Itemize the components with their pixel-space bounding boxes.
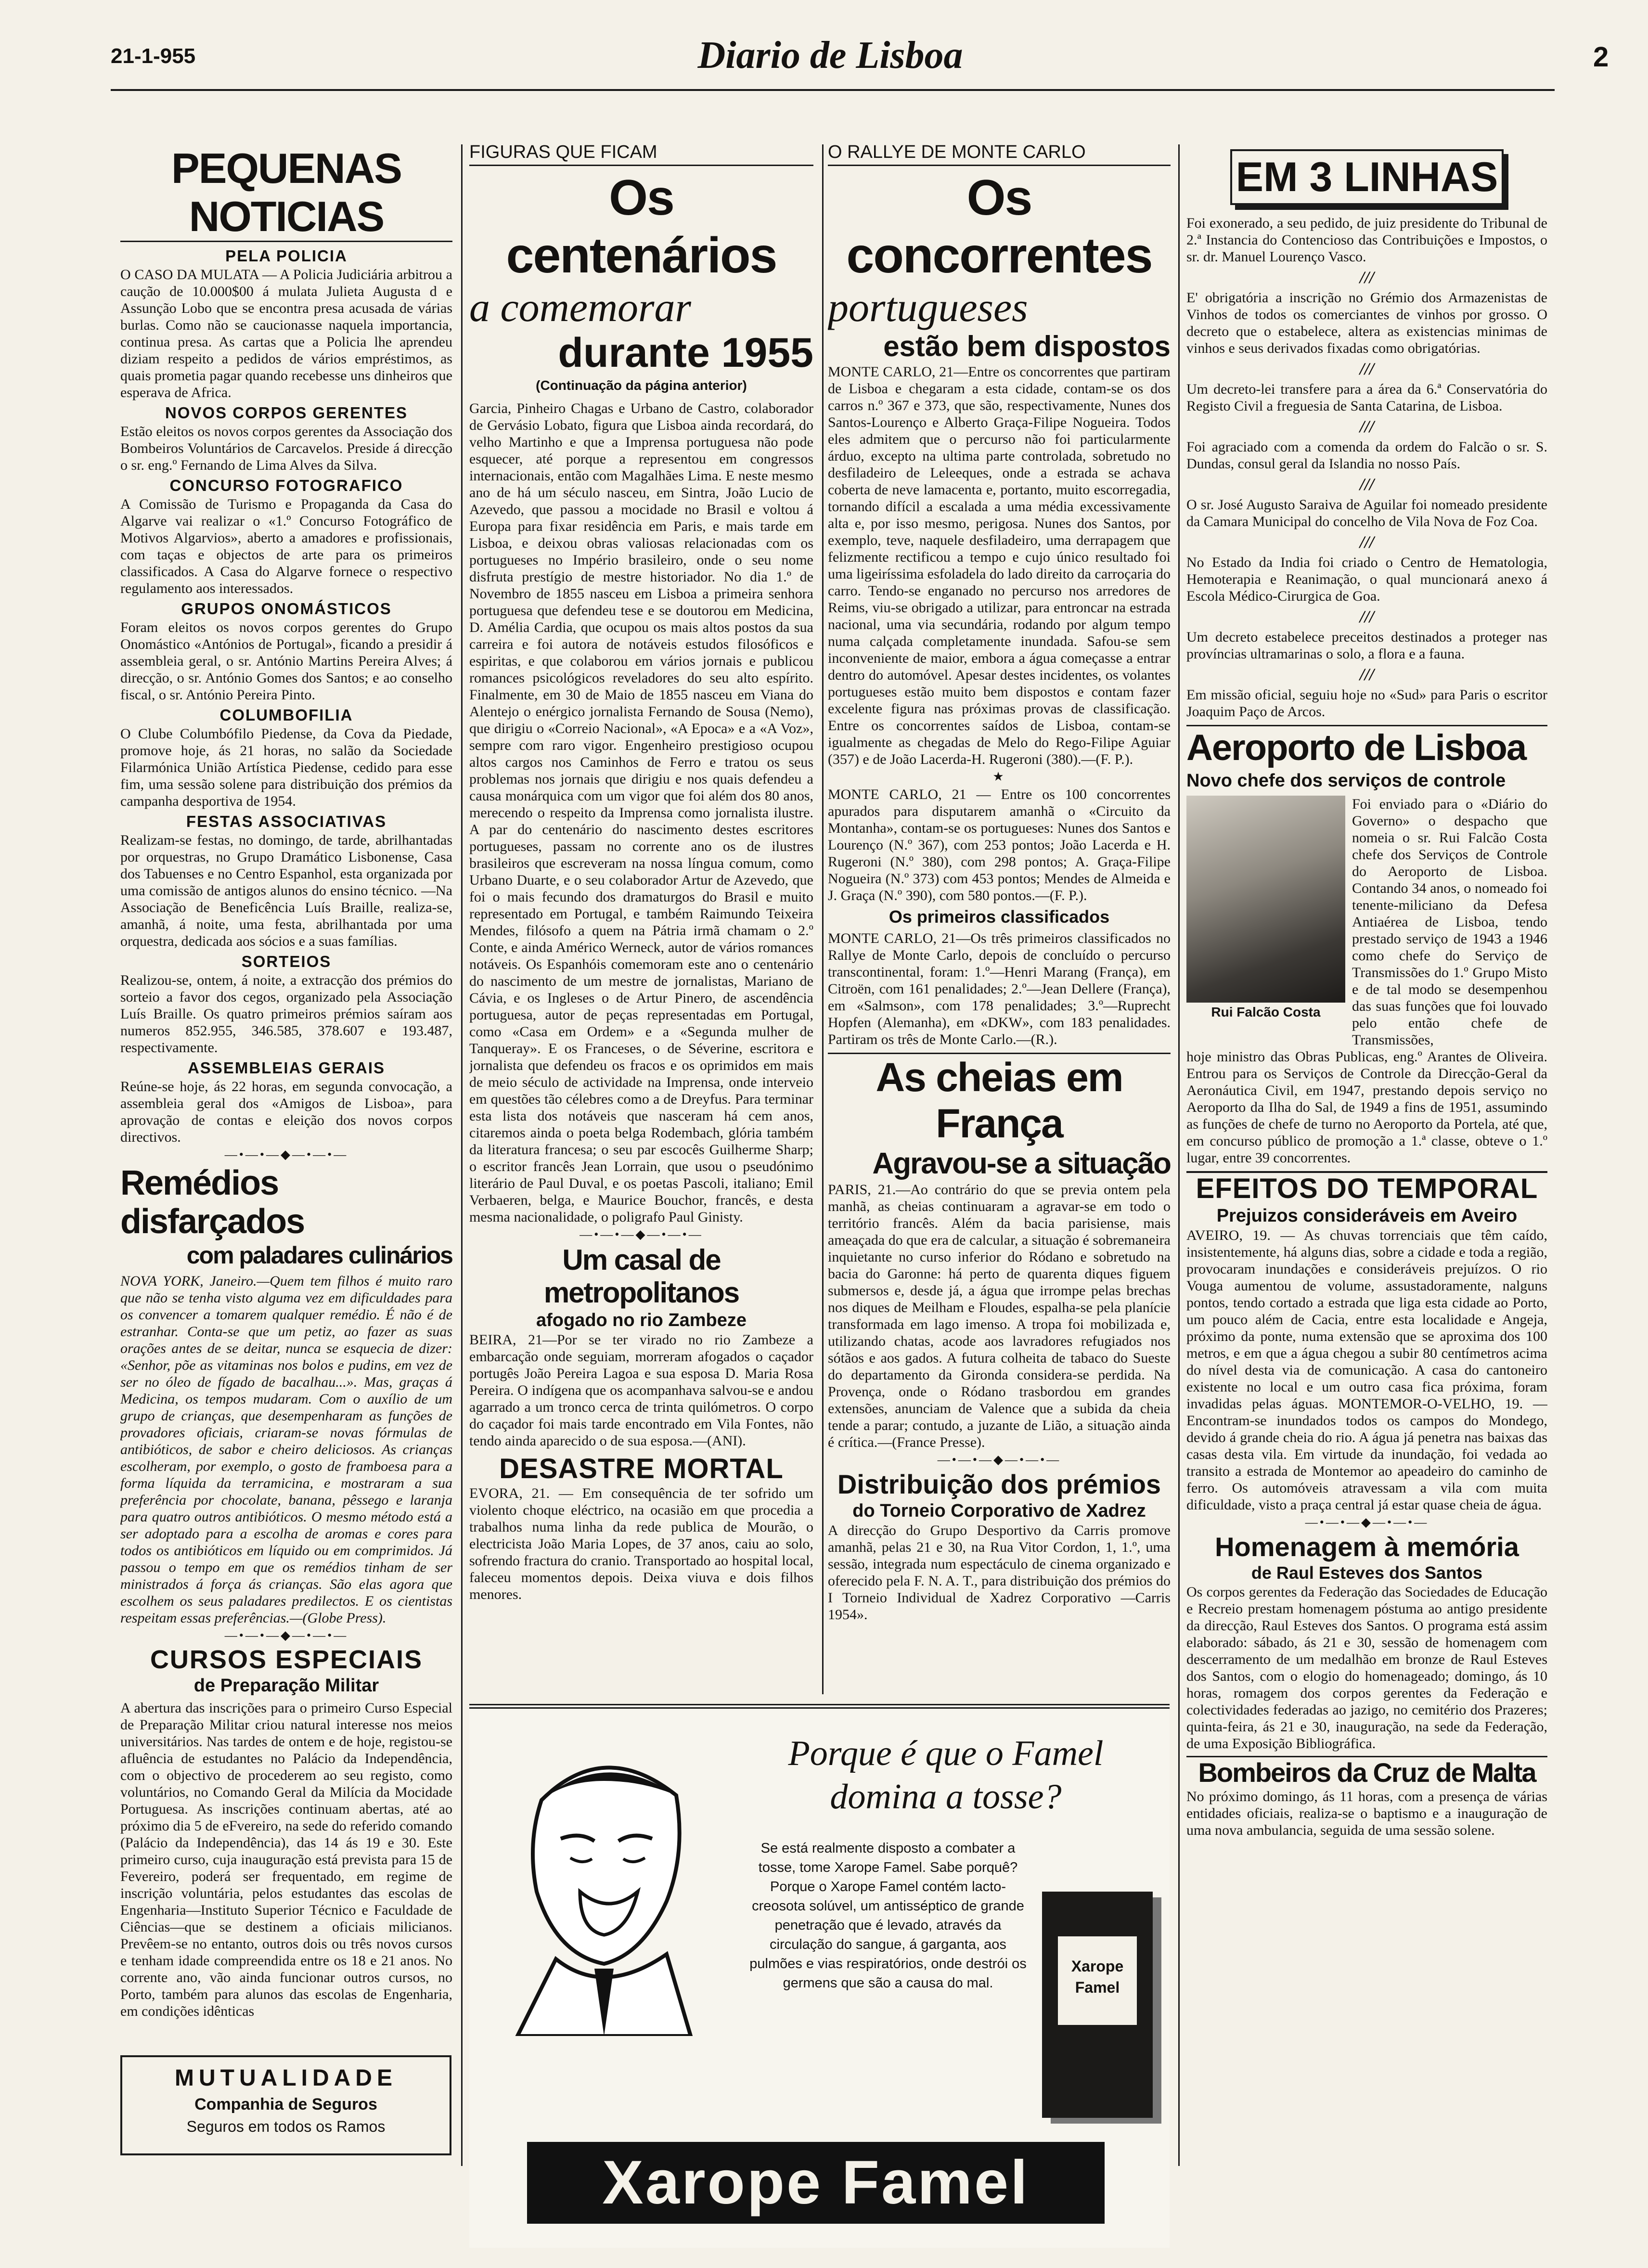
headline-casal: Um casal de metropolitanos (543, 1244, 739, 1309)
brief-item: Foi exonerado, a seu pedido, de juiz presidente do Tribunal de 2.ª Instancia do Contencioso das Contribuições e Impostos, o sr. dr. Manuel Lourenço Vasco. (1186, 215, 1547, 265)
ad-tagline: Seguros em todos os Ramos (186, 2118, 386, 2135)
headline-cheias: As cheias em França (828, 1053, 1171, 1147)
article-text: Garcia, Pinheiro Chagas e Urbano de Castro, colaborador de Gervásio Lobato, figura que Lisboa ainda recordará, do velho Martinho e que a Imprensa portuguesa não pode esquecer, até porque a representou em congressos internacionais, então com Magalhães Lima. E neste mesmo ano de há um século nasceu, em Sintra, João Lucio de Azevedo, que passou a mocidade no Brasil e voltou á Europa para fixar residência em Paris, e mais tarde em Lisboa, e deixou obras valiosas relacionadas com os portugueses no Império brasileiro, onde o seu nome disfruta prestígio de mestre historiador. No dia 1.º de Novembro de 1855 nasceu em Lisboa a primeira senhora portuguesa que defendeu tese e se doutorou em Medicina, D. Amélia Cardia, que ocupou os mais altos postos da sua carreira e foi autora de notáveis estudos filosóficos e espiritas, e que colaborou em vários jornais e publicou romances psicológicos reveladores do seu alto espírito. Finalmente, em 30 de Maio de 1855 nasceu em Viana do Alentejo o enérgico jornalista Fernando de Sousa (Nemo), que dirigiu o «Correio Nacional», «A Epoca» e a «A Voz», sempre com raro vigor. Engenheiro prestigioso ocupou altos cargos nos Caminhos de Ferro e tratou os seus problemas nos jornais que dirigiu e nos quais defendeu a causa monárquica com um vigor que foi além dos 80 anos, merecendo o respeito da Imprensa como jornalista ilustre. A par do centenário do nascimento destes escritores portugueses, passam no corrente ano os de ilustres brasileiros que escreveram na nossa língua comum, como Urbano Duarte, e o seu colaborador Artur de Azevedo, que foi o mais fecundo dos dramaturgos do Brasil e muito representado em Portugal, e também Raimundo Teixeira Mendes, filósofo a quem na Pátria irmã chamam o 2.º Conte, e ainda Américo Werneck, autor de vários romances notáveis. Os Espanhóis comemoram este ano o centenário do nascimento de um mestre de jornalistas, Mariano de Cávia, e os Ingleses o de Artur Pinero, de ascendência portuguesa, autor de peças representadas em Portugal, como «Casa em Ordem» e a «Segunda mulher de Tanqueray». E os Franceses, o de Séverine, escritora e jornalista que defendeu os fracos e os oprimidos em mais de meio século de actividade na Imprensa, onde interveio em questões tão célebres como a de Dreyfus. Para terminar esta lista dos notáveis que nasceram há cem anos, citaremos ainda o poeta belga Rodembach, glória também da literatura francesa; o seu par escocês Guilherme Sharp; o escritor francês Jean Lorrain, que usou o pseudónimo literário de Paul Duval, e os poetas Pascoli, italiano; Emil Verbaeren, belga, e Maurice Bouchor, francês, e desta mesma nacionalidade, o poligrafo Paul Ginisty. (469, 400, 813, 1225)
headline-cursos: CURSOS ESPECIAIS (150, 1645, 423, 1674)
headline-remedios: Remédios disfarçados (120, 1164, 305, 1241)
ornament-divider: —•—•—◆—•—•— (1305, 1515, 1429, 1529)
article-text: Estão eleitos os novos corpos gerentes da Associação dos Bombeiros Voluntários de Carcavelos. Preside á direcção o sr. eng.º Fernando de Lima Alves da Silva. (120, 424, 452, 473)
section-kicker: O RALLYE DE MONTE CARLO (828, 142, 1171, 166)
article-text: Foi enviado para o «Diário do Governo» o despacho que nomeia o sr. Rui Falcão Costa chefe dos Serviços de Controle do Aeroporto de Lisboa. Contando 34 anos, o nomeado foi tenente-miliciano da Defesa Antiaérea de Lisboa, tendo prestado serviço de 1943 a 1946 como chefe do Serviço de Transmissões do 1.º Grupo Misto e de tal modo se desempenhou das suas funções que foi louvado pelo então chefe de Transmissões, (1352, 796, 1547, 1048)
newspaper-masthead: Diario de Lisboa (697, 34, 963, 77)
page-number: 2 (1593, 41, 1609, 73)
subhead-festas: FESTAS ASSOCIATIVAS (186, 812, 387, 830)
article-text: hoje ministro das Obras Publicas, eng.º Arantes de Oliveira. Entrou para os Serviços de Controle da Direcção-Geral da Aeronáutica Civil, em 1947, prestando depois serviço no Aeroporto da Ilha do Sal, de 1949 a fins de 1951, assumindo as funções de chefe de turno no Aeroporto da Portela, até que, em concurso público de promoção a 1.ª classe, obteve o 1.º lugar, entre 39 concorrentes. (1186, 1049, 1547, 1166)
ornament-divider: —•—•—◆—•—•— (579, 1227, 703, 1241)
headline-comemorar: a comemorar (469, 284, 691, 330)
brief-item: Um decreto-lei transfere para a área da 6.ª Conservatória do Registo Civil a freguesia de Santa Catarina, de Lisboa. (1186, 381, 1547, 414)
article-text: Os corpos gerentes da Federação das Sociedades de Educação e Recreio prestam homenagem póstuma ao antigo presidente da direcção, Raul Esteves dos Santos. O programa está assim elaborado: sábado, ás 21 e 30, sessão de homenagem com descerramento de um medalhão em bronze de Raul Esteves dos Santos, com o elogio do homenageado; domingo, ás 10 horas, romagem dos corpos gerentes da Federação e colectividades federadas ao jazigo, no cemitério dos Prazeres; quinta-feira, ás 21 e 30, inauguração, na sede da Federação, de uma Exposição Bibliográfica. (1186, 1584, 1547, 1752)
headline-desastre: DESASTRE MORTAL (499, 1453, 784, 1484)
section-title: EM 3 LINHAS (1236, 154, 1498, 200)
ad-company-type: Companhia de Seguros (194, 2095, 377, 2113)
article-text: No próximo domingo, ás 11 horas, com a presença de várias entidades oficiais, realiza-se o baptismo e a inauguração de uma nova ambulancia, seguida de uma sessão solene. (1186, 1789, 1547, 1838)
portrait-caption: Rui Falcão Costa (1211, 1005, 1321, 1019)
syrup-bottle (1042, 1892, 1153, 2118)
column-divider (822, 144, 824, 1694)
article-text: MONTE CARLO, 21—Os três primeiros classificados no Rallye de Monte Carlo, depois de concluído o percurso transcontinental, foram: 1.º—Henri Marang (França), em Citroën, com 161 penalidades; 2.º—Jean Dellere (França), em «Salmson», com 178 penalidades; 3.º—Ruprecht Hopfen (Alemanha), em «DKW», com 183 penalidades. Partiram os três de Monte Carlo.—(R.). (828, 930, 1171, 1047)
headline-centenarios: Os centenários (506, 170, 777, 284)
headline-concorrentes: Os concorrentes (846, 170, 1152, 284)
article-text: Realizam-se festas, no domingo, de tarde, abrilhantadas por orquestras, no Grupo Dramático Lisbonense, Casa dos Tabuenses e no Centro Espanhol, esta organizada por uma comissão de antigos alunos do ensino técnico. —Na Associação de Beneficência Luís Braille, realiza-se, amanhã, á noite, uma festa, abrilhantada por uma orquestra, dedicada aos sócios e a suas famílias. (120, 832, 452, 949)
ornament-divider: —•—•—◆—•—•— (224, 1628, 348, 1642)
subhead-onomasticos: GRUPOS ONOMÁSTICOS (181, 600, 392, 618)
headline-bombeiros: Bombeiros da Cruz de Malta (1186, 1756, 1547, 1788)
brief-item: Um decreto estabelece preceitos destinados a proteger nas províncias ultramarinas o solo, a flora e a fauna. (1186, 629, 1547, 662)
article-text: A abertura das inscrições para o primeiro Curso Especial de Preparação Militar criou natural interesse nos meios universitários. Nas tardes de ontem e de hoje, registou-se afluência de estudantes no Palácio da Independência, com o objectivo de procederem ao seu registo, como voluntários, no Comando Geral da Milícia da Mocidade Portuguesa. As inscrições continuam abertas, até ao próximo dia 5 de eFvereiro, na sede do referido comando (Palácio da Independência), das 14 ás 19 e 30. Este primeiro curso, cuja inauguração está prevista para 15 de Fevereiro, poderá ser frequentado, em regime de inscrição voluntária, pelos estudantes das escolas de Engenharia—Instituto Superior Técnico e Faculdade de Ciências—que se destinem a oficiais milicianos. Prevêem-se no entanto, outros dois ou três novos cursos e tenham idade compreendida entre os 18 e 21 anos. No corrente ano, vão ainda funcionar outros cursos, no Porto, também para alunos das escolas de Engenharia, em condições idênticas (120, 1700, 452, 2019)
ad-headline-line2: domina a tosse? (830, 1777, 1062, 1817)
subheadline-aeroporto: Novo chefe dos serviços de controle (1186, 771, 1506, 791)
portrait-figure (1186, 796, 1345, 1048)
headline-temporal: EFEITOS DO TEMPORAL (1186, 1171, 1547, 1205)
article-text: MONTE CARLO, 21 — Entre os 100 concorrentes apurados para disputarem amanhã o «Circuito da Montanha», contam-se os portugueses: Nunes dos Santos e Lourenço (N.º 367), com 253 pontos; João Lacerda e H. Rugeroni (N.º 380), com 298 pontos; A. Graça-Filipe Nogueira (N.º 373) com 453 pontos; Mendes de Almeida e J. Graça (N.º 390), com 580 pontos.—(F. P.). (828, 786, 1171, 903)
article-text: A Comissão de Turismo e Propaganda da Casa do Algarve vai realizar o «1.º Concurso Fotográfico de Motivos Algarvios», aberto a amadores e profissionais, com taças e objectos de arte para os primeiros classificados. A Casa do Algarve fornece o respectivo regulamento aos interessados. (120, 496, 452, 596)
article-text: AVEIRO, 19. — As chuvas torrenciais que têm caído, insistentemente, há alguns dias, sobre a cidade e toda a região, provocaram inundações e consideráveis prejuízos. O rio Vouga aumentou de volume, assustadoramente, nalguns pontos, tendo cortado a estrada que liga esta cidade ao Porto, um pouco além de Cacia, entre esta localidade e Angeja, próximo da ponte, numa extensão que se aproxima dos 100 metros, e em que a água chegou a subir 80 centímetros acima do nível desta via de comunicação. A casa do cantoneiro existente no local e um outro casa fica próxima, foram invadidas pelas águas. MONTEMOR-O-VELHO, 19. — Encontram-se inundados todos os campos do Mondego, devido á grande cheia do rio. A água já penetra nas baixas das casas desta vila. Em virtude da inundação, foi vedada ao transito a estrada de Montemor ao apeadeiro do caminho de ferro. Os automóveis atravessam a vila com muita dificuldade, visto a praça central já estar quase cheia de água. (1186, 1227, 1547, 1513)
column-em-3-linhas (1186, 144, 1547, 2257)
slash-separator: /// (1359, 359, 1374, 378)
brief-item: O sr. José Augusto Saraiva de Aguilar foi nomeado presidente da Camara Municipal do concelho de Vila Nova de Foz Coa. (1186, 497, 1547, 529)
continuation-note: (Continuação da página anterior) (536, 378, 747, 393)
article-text: EVORA, 21. — Em consequência de ter sofrido um violento choque eléctrico, na ocasião em que procedia a trabalhos numa linha da rede publica de Mourão, o electricista João Maria Lopes, de 37 anos, caiu ao solo, sofrendo fractura do cranio. Transportado ao hospital local, faleceu momentos depois. Deixa viuva e dois filhos menores. (469, 1485, 813, 1602)
subhead-sorteios: SORTEIOS (241, 953, 332, 970)
headline-1955: durante 1955 (558, 330, 813, 376)
section-kicker: FIGURAS QUE FICAM (469, 142, 813, 166)
column-rallye (828, 142, 1171, 1701)
brief-item: Foi agraciado com a comenda da ordem do Falcão o sr. S. Dundas, consul geral da Islandia no nosso País. (1186, 439, 1547, 472)
subhead-assembleias: ASSEMBLEIAS GERAIS (187, 1059, 386, 1077)
xarope-famel-ad (469, 1704, 1170, 2248)
subheadline-cursos: de Preparação Militar (193, 1675, 379, 1696)
bottle-label: Xarope Famel (1056, 1935, 1138, 2026)
headline-aeroporto: Aeroporto de Lisboa (1186, 725, 1547, 770)
article-text: A direcção do Grupo Desportivo da Carris promove amanhã, pelas 21 e 30, na Rua Vitor Cordon, 1, 1.º, uma sessão, integrada num espectáculo de cinema organizado e oferecido pela F. N. A. T., para distribuição dos prémios do I Torneio Individual de Xadrez Corporativo —Carris 1954». (828, 1522, 1171, 1623)
article-text: Foram eleitos os novos corpos gerentes do Grupo Onomástico «Antónios de Portugal», ficando a presidir á assembleia geral, o sr. António Martins Pereira Alves; á direcção, o sr. António Gomes dos Santos; e ao conselho fiscal, o sr. António Pereira Pinto. (120, 619, 452, 703)
section-title: PEQUENAS NOTICIAS (120, 144, 452, 242)
headline-dispostos: estão bem dispostos (883, 330, 1171, 362)
issue-date: 21-1-955 (111, 44, 196, 68)
brief-item: No Estado da India foi criado o Centro de Hematologia, Hemoterapia e Reanimação, o qual muncionará anexo á Escola Médico-Cirurgica de Goa. (1186, 554, 1547, 604)
article-text: O Clube Columbófilo Piedense, da Cova da Piedade, promove hoje, ás 21 horas, no salão da Sociedade Filarmónica União Artística Piedense, cedido para esse fim, uma sessão solene para distribuição dos prémios da campanha desportiva de 1954. (120, 726, 452, 809)
subheadline-xadrez: do Torneio Corporativo de Xadrez (852, 1501, 1146, 1521)
ornament-divider: —•—•—◆—•—•— (224, 1147, 348, 1161)
subhead-corpos: NOVOS CORPOS GERENTES (165, 404, 408, 422)
subheadline-cheias: Agravou-se a situação (872, 1147, 1171, 1180)
slash-separator: /// (1359, 417, 1374, 436)
coughing-man-illustration (484, 1728, 724, 2036)
subheadline-casal: afogado no rio Zambeze (536, 1310, 747, 1330)
column-pequenas-noticias (120, 144, 452, 2257)
headline-xadrez: Distribuição dos prémios (837, 1469, 1161, 1499)
article-text: Realizou-se, ontem, á noite, a extracção dos prémios do sorteio a favor dos cegos, organizado pela Associação Luís Braille. Os quatro primeiros prémios saíram aos numeros 852.955, 346.585, 378.607 e 193.487, respectivamente. (120, 972, 452, 1056)
slash-separator: /// (1359, 268, 1374, 287)
article-text: Reúne-se hoje, ás 22 horas, em segunda convocação, a assembleia geral dos «Amigos de Lisboa», para aprovação de contas e eleição dos novos corpos directivos. (120, 1079, 452, 1145)
headline-portugueses: portugueses (828, 284, 1028, 330)
mutualidade-ad (120, 2055, 451, 2155)
star-divider: ★ (992, 770, 1006, 784)
em-3-linhas-box (1230, 149, 1504, 205)
article-text: BEIRA, 21—Por se ter virado no rio Zambeze a embarcação onde seguiam, morreram afogados o caçador portugês João Pereira Lagoa e sua esposa D. Maria Rosa Pereira. O indígena que os acompanhava salvou-se e andou agarrado a um tronco cerca de trinta quilómetros. O corpo do caçador foi mais tarde encontrado em Vila Fontes, não tendo ainda aparecido o de sua esposa.—(ANI). (469, 1332, 813, 1449)
column-figuras (469, 142, 813, 1701)
aeroporto-photo-row (1186, 796, 1547, 1048)
brief-item: Em missão oficial, seguiu hoje no «Sud» para Paris o escritor Joaquim Paço de Arcos. (1186, 687, 1547, 720)
portrait-photo (1186, 796, 1345, 1003)
column-divider (1178, 144, 1180, 2166)
headline-homenagem: Homenagem à memória (1215, 1532, 1519, 1562)
slash-separator: /// (1359, 475, 1374, 494)
subhead-policia: PELA POLICIA (225, 247, 348, 265)
ad-body-text: Se está realmente disposto a combater a tosse, tome Xarope Famel. Sabe porquê? Porque o Xarope Famel contém lacto-creosota solúvel, um antisséptico de grande penetração que é levado, através da circulação do sangue, á garganta, aos pulmões e vias respiratórios, onde destrói os germens que são a causa do mal. (749, 1841, 1027, 1991)
article-text: NOVA YORK, Janeiro.—Quem tem filhos é muito raro que não se tenha visto alguma vez em dificuldades para os convencer a tomarem qualquer remédio. É não é de estranhar. Conta-se que um petiz, ao fazer as suas orações antes de se deitar, nunca se esquecia de dizer: «Senhor, põe as vitaminas nos bolos e pudins, em vez de ser no óleo de fígado de bacalhau...». Mas, graças á Medicina, os tempos mudaram. Com o auxílio de um grupo de crianças, que desempenharam as funções de provadores oficiais, criaram-se novas fórmulas de antibióticos, de sabor e cheiro deliciosos. As crianças escolheram, por exemplo, o gosto de framboesa para a forma líquida da terramicina, e mostraram a sua preferência por chocolate, banana, pêssego e laranja para quatro outros antibióticos. O mesmo método está a ser adoptado para a escolha de aromas e cores para todos os antibióticos em líquido ou em comprimidos. Já passou o tempo em que os remédios tinham de ser ministrados á força ás crianças. São elas agora que escolhem os seus paladares predilectos. E os cientistas respeitam essas preferências.—(Globe Press). (120, 1273, 452, 1626)
masthead-rule (111, 89, 1555, 91)
slash-separator: /// (1359, 532, 1374, 552)
brief-item: E' obrigatória a inscrição no Grémio dos Armazenistas de Vinhos de todos os comerciantes de vinhos por grosso. O decreto que o estabelece, altera as existencias minimas de vinhos e seus derivados fixadas como obrigatórias. (1186, 290, 1547, 356)
article-text: PARIS, 21.—Ao contrário do que se previa ontem pela manhã, as cheias continuaram a agravar-se em todo o território francês. Além da bacia parisiense, mais ameaçada do que era de calcular, a situação é sobremaneira inquietante no curso inferior do Ródano e sobretudo na bacia do Garonne: há perto de quarenta diques figuem submersos e, desde já, a água que irrompe pelas brechas nos diques de Meilham e Floudes, espalha-se pela planície transformada em lago imenso. A tropa foi mobilizada e, utilizando chatas, acode aos lavradores refugiados nos sótãos e aos gados. A futura colheita de tabaco do Sueste do departamento da Gironda considera-se perdida. Na Provença, onde o Ródano trasbordou em grandes extensões, anunciam de Valence que a subida da cheia tende a parar; contudo, a juzante de Lião, a situação ainda é crítica.—(France Presse). (828, 1182, 1171, 1450)
ad-company-name: MUTUALIDADE (175, 2065, 397, 2091)
subhead-classificados: Os primeiros classificados (888, 907, 1110, 927)
article-text: O CASO DA MULATA — A Policia Judiciária arbitrou a caução de 10.000$00 á mulata Julieta Augusta d e Assunção Lobo que se encontra presa acusada de várias burlas. Como não se caucionasse naquela importancia, continua presa. As cartas que a Policia lhe aprendeu diziam respeito a pedidos de vários empréstimos, as quais prometia pagar quando recebesse uns dinheiros que esperava de Africa. (120, 267, 452, 400)
subhead-concurso: CONCURSO FOTOGRAFICO (169, 477, 403, 494)
column-divider (461, 144, 463, 2166)
ad-banner: Xarope Famel (527, 2142, 1105, 2224)
ornament-divider: —•—•—◆—•—•— (937, 1453, 1061, 1467)
subheadline-remedios: com paladares culinários (186, 1242, 452, 1269)
ad-headline-line1: Porque é que o Famel (788, 1734, 1104, 1773)
subheadline-homenagem: de Raul Esteves dos Santos (1251, 1563, 1483, 1583)
slash-separator: /// (1359, 607, 1374, 626)
slash-separator: /// (1359, 665, 1374, 684)
subhead-columbofilia: COLUMBOFILIA (219, 706, 353, 724)
subheadline-temporal: Prejuizos consideráveis em Aveiro (1216, 1206, 1518, 1226)
article-text: MONTE CARLO, 21—Entre os concorrentes que partiram de Lisboa e chegaram a esta cidade, contam-se os dos carros n.º 367 e 373, que são, respectivamente, Nunes dos Santos-Lourenço e Alberto Graça-Filipe Nogueira. Todos eles admitem que o percurso não foi particularmente árduo, excepto na ultima parte controlada, sobretudo no desfiladeiro de Leleeques, onde a estrada se achava coberta de neve lamacenta e, portanto, muito escorregadia, tornando difícil a escalada a uma média excessivamente alta e, por isso mesmo, perigosa. Nunes dos Santos, por exemplo, teve, naquele desfiladeiro, uma derrapagem que felizmente rectificou a tempo e cujo único resultado foi uma ligeiríssima esfoladela do lado direito da carroçaria do carro. Tendo-se enganado no percurso nos arredores de Reims, viu-se obrigado a utilizar, para entroncar na estrada nacional, uma via secundária, rodando por algum tempo numa calçada completamente inundada. Safou-se sem inconveniente de maior, embora a água começasse a entrar dentro do automóvel. Apesar destes incidentes, os volantes portugueses estão muito bem dispostos e contam fazer excelente figura nas próximas provas de classificação. Entre os concorrentes saídos de Lisboa, contam-se igualmente as chegadas de Melo do Rego-Filipe Aguiar (357) e de João Lacerda-H. Rugeroni (380).—(F. P.). (828, 364, 1171, 767)
